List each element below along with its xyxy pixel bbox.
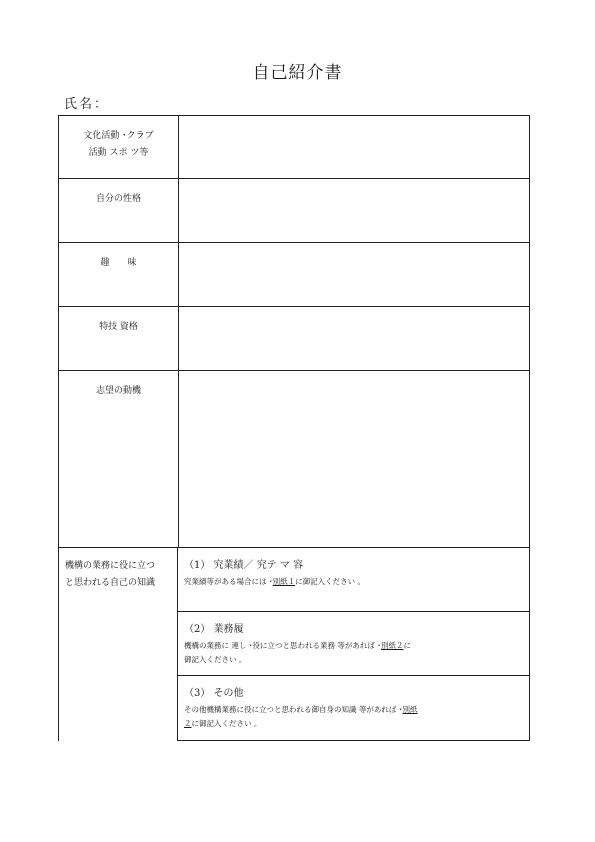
page-title: 自己紹介書	[252, 63, 343, 83]
item-heading: （3） その他	[184, 688, 244, 699]
row-label: 趣 味	[59, 243, 179, 306]
attachment-link: 別紙 ２	[184, 705, 418, 728]
row-label: 自分の性格	[59, 179, 179, 242]
item-heading: （2） 業務履	[184, 624, 244, 635]
item-note	[184, 639, 529, 667]
row-label: 志望の動機	[59, 371, 179, 547]
item-note	[184, 703, 529, 731]
note-text: に御記入ください ｡	[191, 719, 258, 728]
row-label: 特技 資格	[59, 307, 179, 370]
name-label: 氏名：	[64, 97, 110, 112]
attachment-link: 別紙２	[381, 641, 404, 650]
knowledge-label: 機構の業務に役に立つ と思われる自己の知識	[58, 547, 178, 741]
note-text: その他機構業務に役に立つと思われる御自身の知識 等があれば ･	[184, 705, 403, 714]
knowledge-item-other	[177, 675, 530, 741]
note-text: 究業績等がある場合には ･	[184, 577, 273, 586]
knowledge-section	[58, 547, 530, 741]
row-label: 文化活動 ･クラブ 活動 スポ ツ等	[59, 116, 179, 178]
item-heading: （1） 究業績／ 究テ マ 容	[184, 560, 304, 571]
knowledge-item-work-history	[177, 611, 530, 676]
note-text: に 御記入ください ｡	[184, 641, 412, 664]
row-culture-activities	[58, 115, 530, 179]
row-hobbies	[58, 242, 530, 307]
row-personality	[58, 178, 530, 243]
note-text: 機構の業務に 連し ･役に立つと思われる業務 等があれば ･	[184, 641, 382, 650]
row-skills	[58, 306, 530, 371]
row-motivation	[58, 370, 530, 548]
attachment-link: 別紙１	[272, 577, 296, 586]
item-note	[184, 575, 529, 589]
knowledge-item-research	[177, 547, 530, 612]
note-text: に御記入ください ｡	[295, 577, 362, 586]
